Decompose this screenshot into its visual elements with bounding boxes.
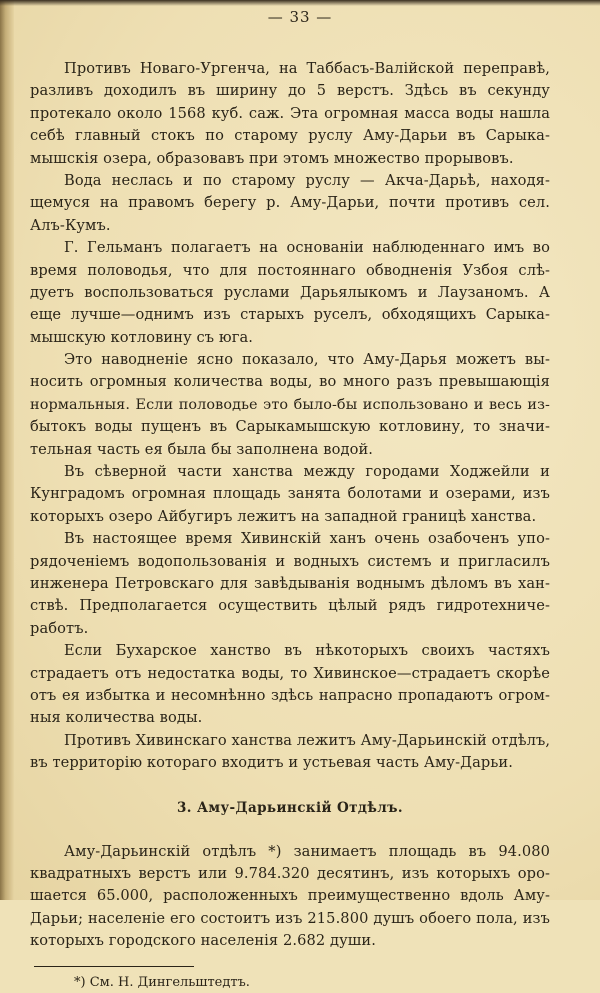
- text-line: квадратныхъ верстъ или 9.784.320 десятинъ, изъ которыхъ оро-: [30, 864, 550, 882]
- text-line: разливъ доходилъ въ ширину до 5 верстъ. Здѣсь въ секунду: [30, 82, 550, 100]
- text-line: Противъ Хивинскаго ханства лежитъ Аму-Дарьинскiй отдѣлъ,: [64, 731, 551, 749]
- text-line: себѣ главный стокъ по старому руслу Аму-Дарьи въ Сарыка-: [30, 127, 550, 145]
- page-body: [30, 58, 550, 993]
- text-line: Это наводненiе ясно показало, что Аму-Дарья можетъ вы-: [64, 351, 550, 369]
- text-line: Вода неслась и по старому руслу — Акча-Дарьѣ, находя-: [64, 171, 550, 189]
- paragraph: [30, 170, 550, 237]
- paragraph: [30, 237, 550, 349]
- paragraph: [30, 461, 550, 528]
- paragraph: [30, 349, 550, 461]
- text-line: мышскую котловину съ юга.: [30, 328, 253, 346]
- text-line: Въ настоящее время Хивинскiй ханъ очень озабоченъ упо-: [64, 530, 550, 548]
- text-line: Алъ-Кумъ.: [30, 216, 111, 234]
- text-line: отъ ея избытка и несомнѣнно здѣсь напрасно пропадаютъ огром-: [30, 686, 550, 704]
- text-line: Кунградомъ огромная площадь занята болотами и озерами, изъ: [30, 485, 550, 503]
- text-line: работъ.: [30, 619, 89, 637]
- page-number: — 33 —: [267, 8, 333, 26]
- text-line: тельная часть ея была бы заполнена водой.: [30, 440, 374, 458]
- footnote: *) См. Н. Дингельштедтъ.: [74, 975, 250, 991]
- text-line: время половодья, что для постояннаго обводненiя Узбоя слѣ-: [30, 261, 550, 279]
- paragraph: [30, 841, 550, 953]
- text-line: нормальныя. Если половодье это было-бы использовано и весь из-: [30, 396, 550, 413]
- text-line: ствѣ. Предполагается осуществить цѣлый рядъ гидротехниче-: [30, 597, 550, 615]
- text-line: еще лучше—однимъ изъ старыхъ руселъ, обходящихъ Сарыка-: [30, 306, 550, 324]
- text-line: дуетъ воспользоваться руслами Дарьялыкомъ и Лаузаномъ. А: [30, 283, 550, 301]
- text-line: бытокъ воды пущенъ въ Сарыкамышскую котловину, то значи-: [30, 418, 550, 436]
- text-line: страдаетъ отъ недостатка воды, то Хивинское—страдаетъ скорѣе: [30, 664, 550, 682]
- text-line: которыхъ озеро Айбугиръ лежитъ на западной границѣ ханства.: [30, 507, 537, 525]
- text-line: рядоченiемъ водопользованiя и водныхъ системъ и пригласилъ: [30, 552, 550, 570]
- text-line: инженера Петровскаго для завѣдыванiя воднымъ дѣломъ въ хан-: [30, 574, 550, 592]
- page-top-shadow: [0, 0, 600, 6]
- footnote-divider: [34, 966, 194, 967]
- text-line: Г. Гельманъ полагаетъ на основанiи наблюденнаго имъ во: [64, 239, 550, 257]
- text-line: мышскiя озера, образовавъ при этомъ множество прорывовъ.: [30, 149, 514, 167]
- text-line: Дарьи; населенiе его состоитъ изъ 215.800 душъ обоего пола, изъ: [30, 909, 550, 927]
- paragraph: [30, 640, 550, 730]
- paragraph: [30, 730, 550, 775]
- book-binding-shadow: [0, 0, 14, 900]
- text-line: носить огромныя количества воды, во много разъ превышающiя: [30, 373, 550, 391]
- text-line: щемуся на правомъ берегу р. Аму-Дарьи, почти противъ сел.: [30, 194, 550, 212]
- text-line: Противъ Новаго-Ургенча, на Таббасъ-Валiйской переправѣ,: [64, 60, 550, 77]
- paragraph: [30, 528, 550, 640]
- text-line: въ территорiю котораго входитъ и устьевая часть Аму-Дарьи.: [30, 754, 513, 772]
- text-line: Аму-Дарьинскiй отдѣлъ *) занимаетъ площадь въ 94.080: [64, 842, 550, 860]
- paragraph: [30, 58, 550, 170]
- text-line: протекало около 1568 куб. саж. Эта огромная масса воды нашла: [30, 104, 550, 122]
- text-line: Въ сѣверной части ханства между городами Ходжейли и: [64, 463, 550, 481]
- text-line: ныя количества воды.: [30, 709, 203, 727]
- section-heading: 3. Аму-Дарьинскiй Отдѣлъ.: [176, 799, 403, 816]
- text-line: которыхъ городского населенiя 2.682 души.: [30, 932, 376, 950]
- text-line: шается 65.000, расположенныхъ преимущественно вдоль Аму-: [30, 887, 550, 905]
- text-line: Если Бухарское ханство въ нѣкоторыхъ своихъ частяхъ: [64, 642, 550, 660]
